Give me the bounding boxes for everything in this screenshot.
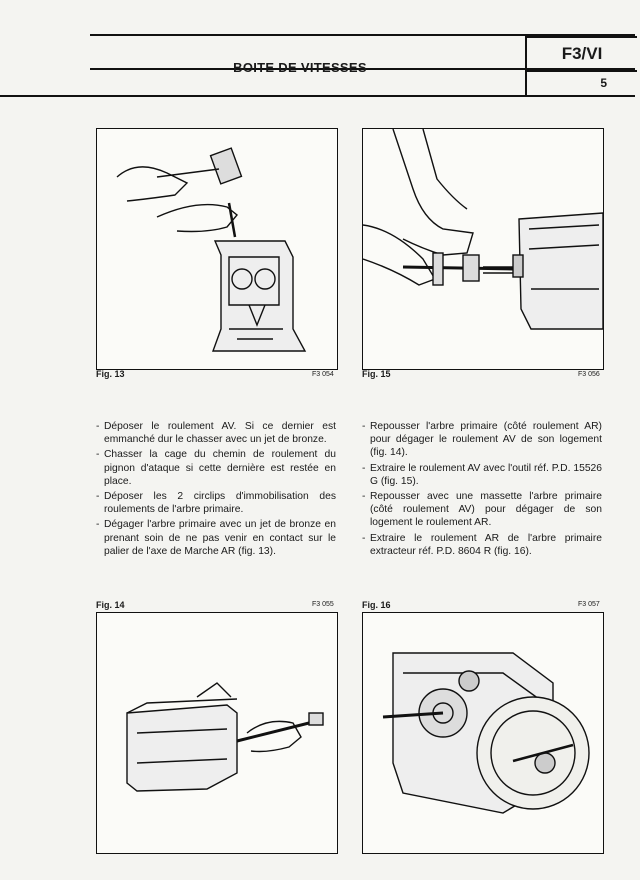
instruction-step: - Déposer le roulement AV. Si ce dernier est emmanché dur le chasser avec un jet de bronze. <box>96 420 336 446</box>
figure-14 <box>96 612 338 854</box>
figure-14-code: F3 055 <box>312 601 334 608</box>
instruction-step: - Extraire le roulement AV avec l'outil réf. P.D. 15526 G (fig. 15). <box>362 462 602 488</box>
instruction-step: - Repousser avec une massette l'arbre primaire (côté roulement AV) pour dégager de son logement le roulement AR. <box>362 490 602 530</box>
driving-out-primary-shaft-illustration <box>97 613 337 853</box>
figure-15-code: F3 056 <box>578 371 600 378</box>
figure-14-label: Fig. 14 <box>96 600 125 610</box>
figure-13-label: Fig. 13 <box>96 369 125 379</box>
extractor-on-gearbox-illustration <box>363 613 603 853</box>
figure-16-label: Fig. 16 <box>362 600 391 610</box>
figure-15-label: Fig. 15 <box>362 369 391 379</box>
mallet-bearing-removal-illustration <box>97 129 337 369</box>
figure-16-code: F3 057 <box>578 601 600 608</box>
instruction-step: - Repousser l'arbre primaire (côté roulement AR) pour dégager le roulement AV de son logement (fig. 14). <box>362 420 602 460</box>
instructions-left-column <box>96 420 336 560</box>
instruction-step: - Chasser la cage du chemin de roulement du pignon d'ataque si cette dernière est restée en place. <box>96 448 336 488</box>
figure-13-code: F3 054 <box>312 371 334 378</box>
instruction-step: - Dégager l'arbre primaire avec un jet de bronze en prenant soin de ne pas venir en contact sur le palier de l'axe de Marche AR (fig. 13). <box>96 518 336 558</box>
instructions-right-column <box>362 420 602 560</box>
instruction-step: - Extraire le roulement AR de l'arbre primaire extracteur réf. P.D. 8604 R (fig. 16). <box>362 532 602 558</box>
page-title: BOITE DE VITESSES <box>233 60 367 75</box>
figure-13 <box>96 128 338 370</box>
figure-16 <box>362 612 604 854</box>
page-number: 5 <box>525 70 635 96</box>
instruction-step: - Déposer les 2 circlips d'immobilisation des roulements de l'arbre primaire. <box>96 490 336 516</box>
document-code: F3/VI <box>525 36 637 72</box>
bearing-puller-tool-illustration <box>363 129 603 369</box>
figure-15 <box>362 128 604 370</box>
